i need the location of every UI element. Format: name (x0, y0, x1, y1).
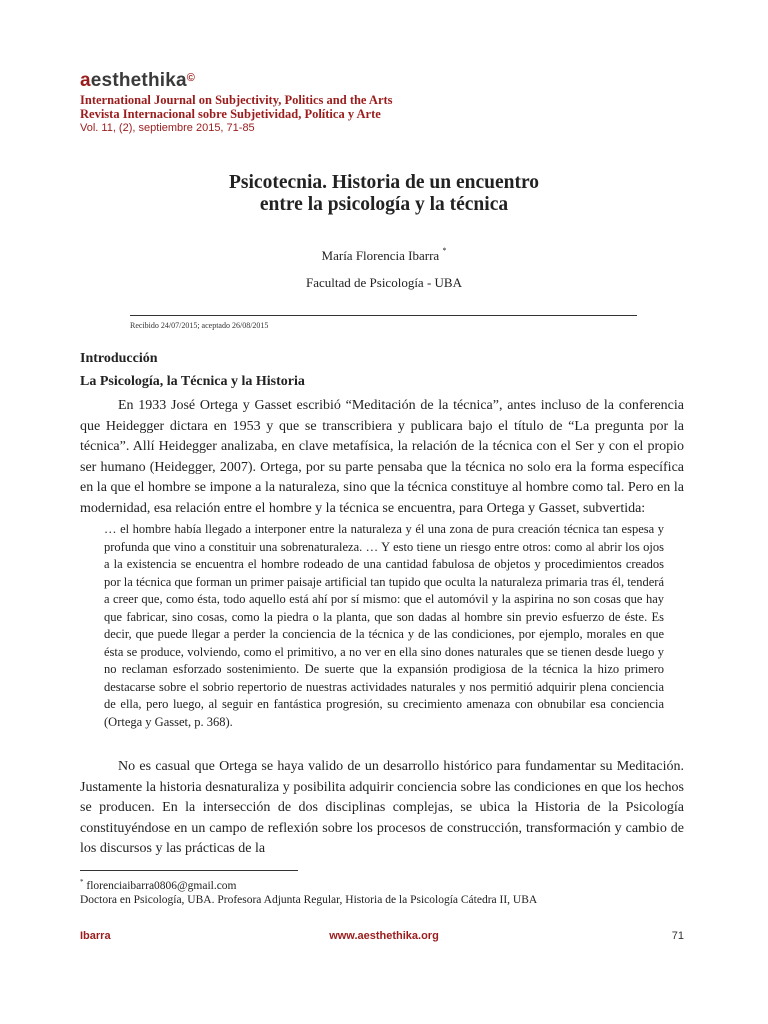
article-title-line2: entre la psicología y la técnica (259, 194, 509, 215)
footnote-divider (80, 870, 298, 871)
footer-website-link[interactable]: www.aesthethika.org (329, 930, 439, 942)
journal-name-en: International Journal on Subjectivity, Politics and the Arts (80, 93, 393, 107)
journal-logo (80, 70, 195, 92)
page-number: 71 (671, 930, 684, 942)
footnote-email (80, 878, 237, 892)
article-title-line1: Psicotecnia. Historia de un encuentro (229, 172, 539, 193)
author-name (0, 246, 768, 264)
block-quote: … el hombre había llegado a interponer entre la naturaleza y él una zona de pura creación técnica tan espesa y profunda que vino a constituir una sobrenaturaleza. … Y esto tiene un riesgo entre otros: como al abrir los ojos a la existencia se encuentra el hombre rodeado de una cantidad fabulosa de objetos y procedimientos creados por la técnica que forman un primer paisaje artificial tan tupido que oculta la naturaleza primaria tras él, tenderá a creer que, como ésta, todo aquello está ahí por sí mismo: que el automóvil y la aspirina no son cosas que hay que fabricar, sino cosas, como la piedra o la planta, que son dadas al hombre sin previo esfuerzo de éste. Es decir, que puede llegar a perder la conciencia de la técnica y de las condiciones, por ejemplo, morales en que ésta se produce, volviendo, como el primitivo, a no ver en ella sino dones naturales que se tienen desde luego y no reclaman esforzado sostenimiento. De suerte que la expansión prodigiosa de la técnica la hizo primero destacarse sobre el sobrio repertorio de nuestras actividades naturales y nos permitió adquirir plena conciencia de ella, pero luego, al seguir en fantástica progresión, su crecimiento amenaza con obnubilar esa conciencia (Ortega y Gasset, p. 368). (104, 522, 664, 729)
journal-name-es: Revista Internacional sobre Subjetividad, Política y Arte (80, 107, 381, 121)
author-affiliation: Facultad de Psicología - UBA (306, 275, 462, 290)
footnote-email-text: florenciaibarra0806@gmail.com (86, 880, 237, 892)
received-dates: Recibido 24/07/2015; aceptado 26/08/2015 (130, 321, 269, 330)
subsection-heading: La Psicología, la Técnica y la Historia (80, 374, 305, 389)
logo-text: esthethika (90, 70, 187, 91)
author-text: María Florencia Ibarra (321, 248, 440, 263)
logo-initial: a (80, 70, 91, 91)
section-heading: Introducción (80, 351, 158, 366)
header-divider (130, 315, 637, 316)
paragraph-2: No es casual que Ortega se haya valido de un desarrollo histórico para fundamentar su Meditación. Justamente la historia desnaturaliza y posibilita adquirir conciencia sobre las condiciones en que los hechos se producen. En la intersección de dos disciplinas complejas, se ubica la Historia de la Psicología constituyéndose en un campo de reflexión sobre los procesos de construcción, transformación y cambio de los discursos y las prácticas de la (80, 759, 684, 856)
author-footnote-mark: * (442, 246, 447, 255)
volume-info: Vol. 11, (2), septiembre 2015, 71-85 (80, 122, 255, 134)
footnote-credentials: Doctora en Psicología, UBA. Profesora Adjunta Regular, Historia de la Psicología Cátedra II, UBA (80, 894, 538, 906)
footnote-mark: * (80, 878, 84, 886)
copyright-mark: © (186, 72, 196, 84)
paragraph-1: En 1933 José Ortega y Gasset escribió “Meditación de la técnica”, antes incluso de la conferencia que Heidegger dictara en 1953 y que se transcribiera y publicara bajo el título de “La pregunta por la técnica”. Allí Heidegger analizaba, en clave metafísica, la relación de la técnica con el Ser y con el propio ser humano (Heidegger, 2007). Ortega, por su parte pensaba que la técnica no solo era la forma específica en la que el hombre se impone a la naturaleza, sino que la técnica constituye al hombre como tal. Pero en la modernidad, esa relación entre el hombre y la técnica se encuentra, para Ortega y Gasset, subvertida: (80, 398, 684, 516)
footer-author: Ibarra (80, 930, 111, 942)
